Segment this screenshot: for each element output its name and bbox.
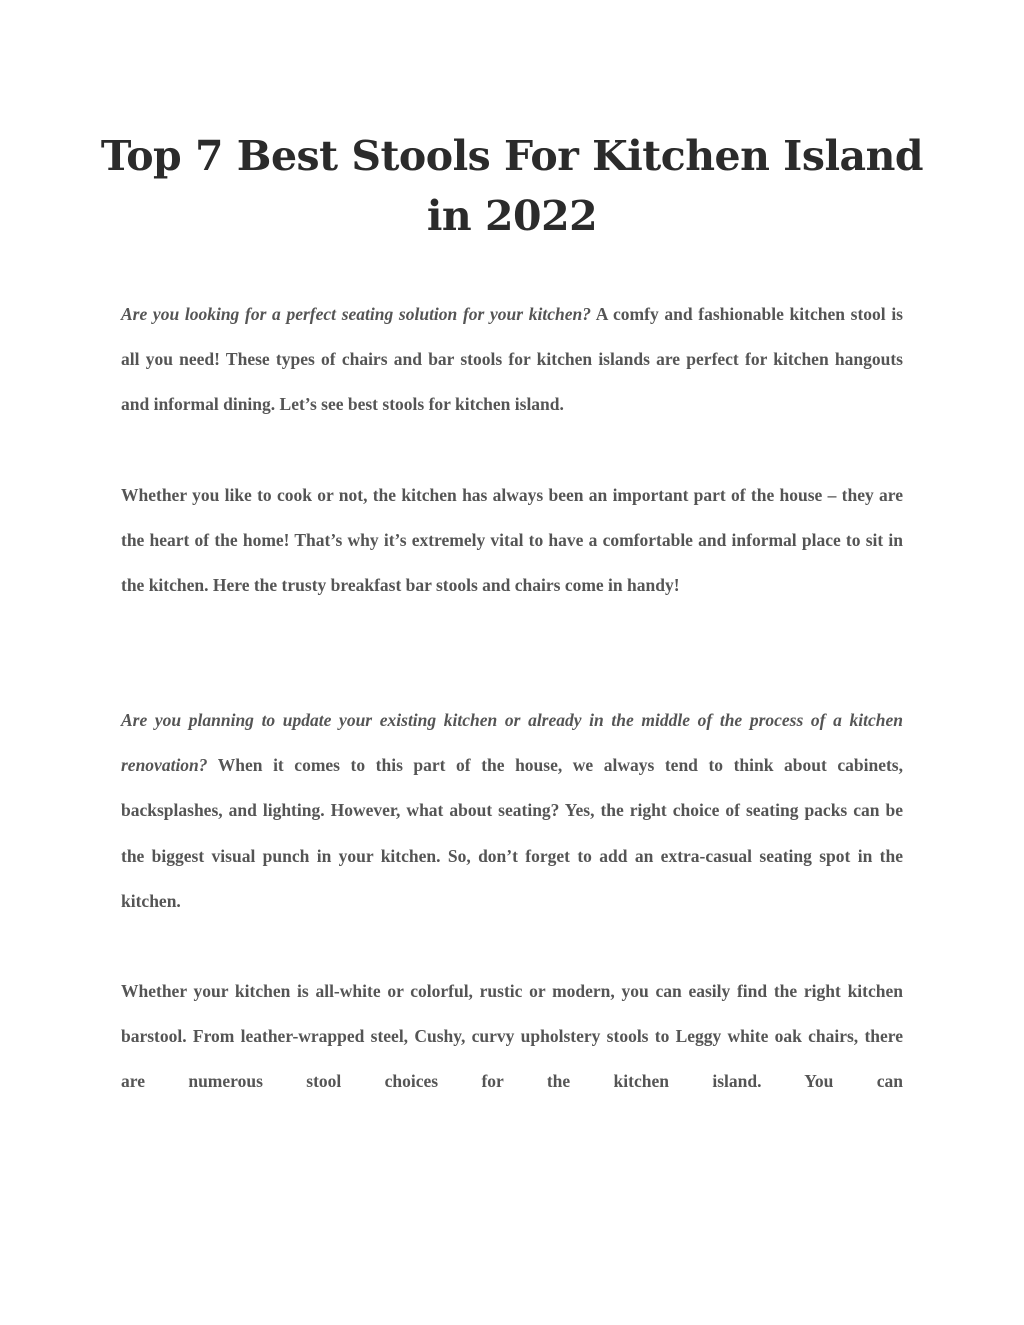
paragraph-intro-emphasis: Are you looking for a perfect seating solution for your kitchen? bbox=[121, 304, 591, 324]
paragraph-stool-choices-text: Whether your kitchen is all-white or colorful, rustic or modern, you can easily find the right kitchen barstool. From leather-wrapped steel, Cushy, curvy upholstery stools to Leggy white oak chairs, there are numerous stool choices for the kitchen island. You can bbox=[121, 981, 903, 1092]
paragraph-intro-text: A comfy and fashionable kitchen stool is all you need! These types of chairs and bar stools for kitchen islands are perfect for kitchen hangouts and informal dining. Let’s see best stools for kitchen island. bbox=[121, 304, 903, 415]
paragraph-heart-of-home-text: Whether you like to cook or not, the kitchen has always been an important part of the house – they are the heart of the home! That’s why it’s extremely vital to have a comfortable and informal place to sit in the kitchen. Here the trusty breakfast bar stools and chairs come in handy! bbox=[121, 485, 903, 596]
document-title: Top 7 Best Stools For Kitchen Island in 2022 bbox=[100, 132, 924, 240]
paragraph-renovation-emphasis: Are you planning to update your existing kitchen or already in the middle of the process of a kitchen renovation? bbox=[121, 710, 903, 776]
paragraph-stool-choices bbox=[121, 969, 903, 1105]
paragraph-intro bbox=[121, 292, 903, 428]
paragraph-renovation bbox=[121, 698, 903, 924]
paragraph-renovation-text: When it comes to this part of the house, we always tend to think about cabinets, backsplashes, and lighting. However, what about seating? Yes, the right choice of seating packs can be the biggest visual punch in your kitchen. So, don’t forget to add an extra-casual seating spot in the kitchen. bbox=[121, 755, 903, 911]
paragraph-heart-of-home bbox=[121, 473, 903, 609]
